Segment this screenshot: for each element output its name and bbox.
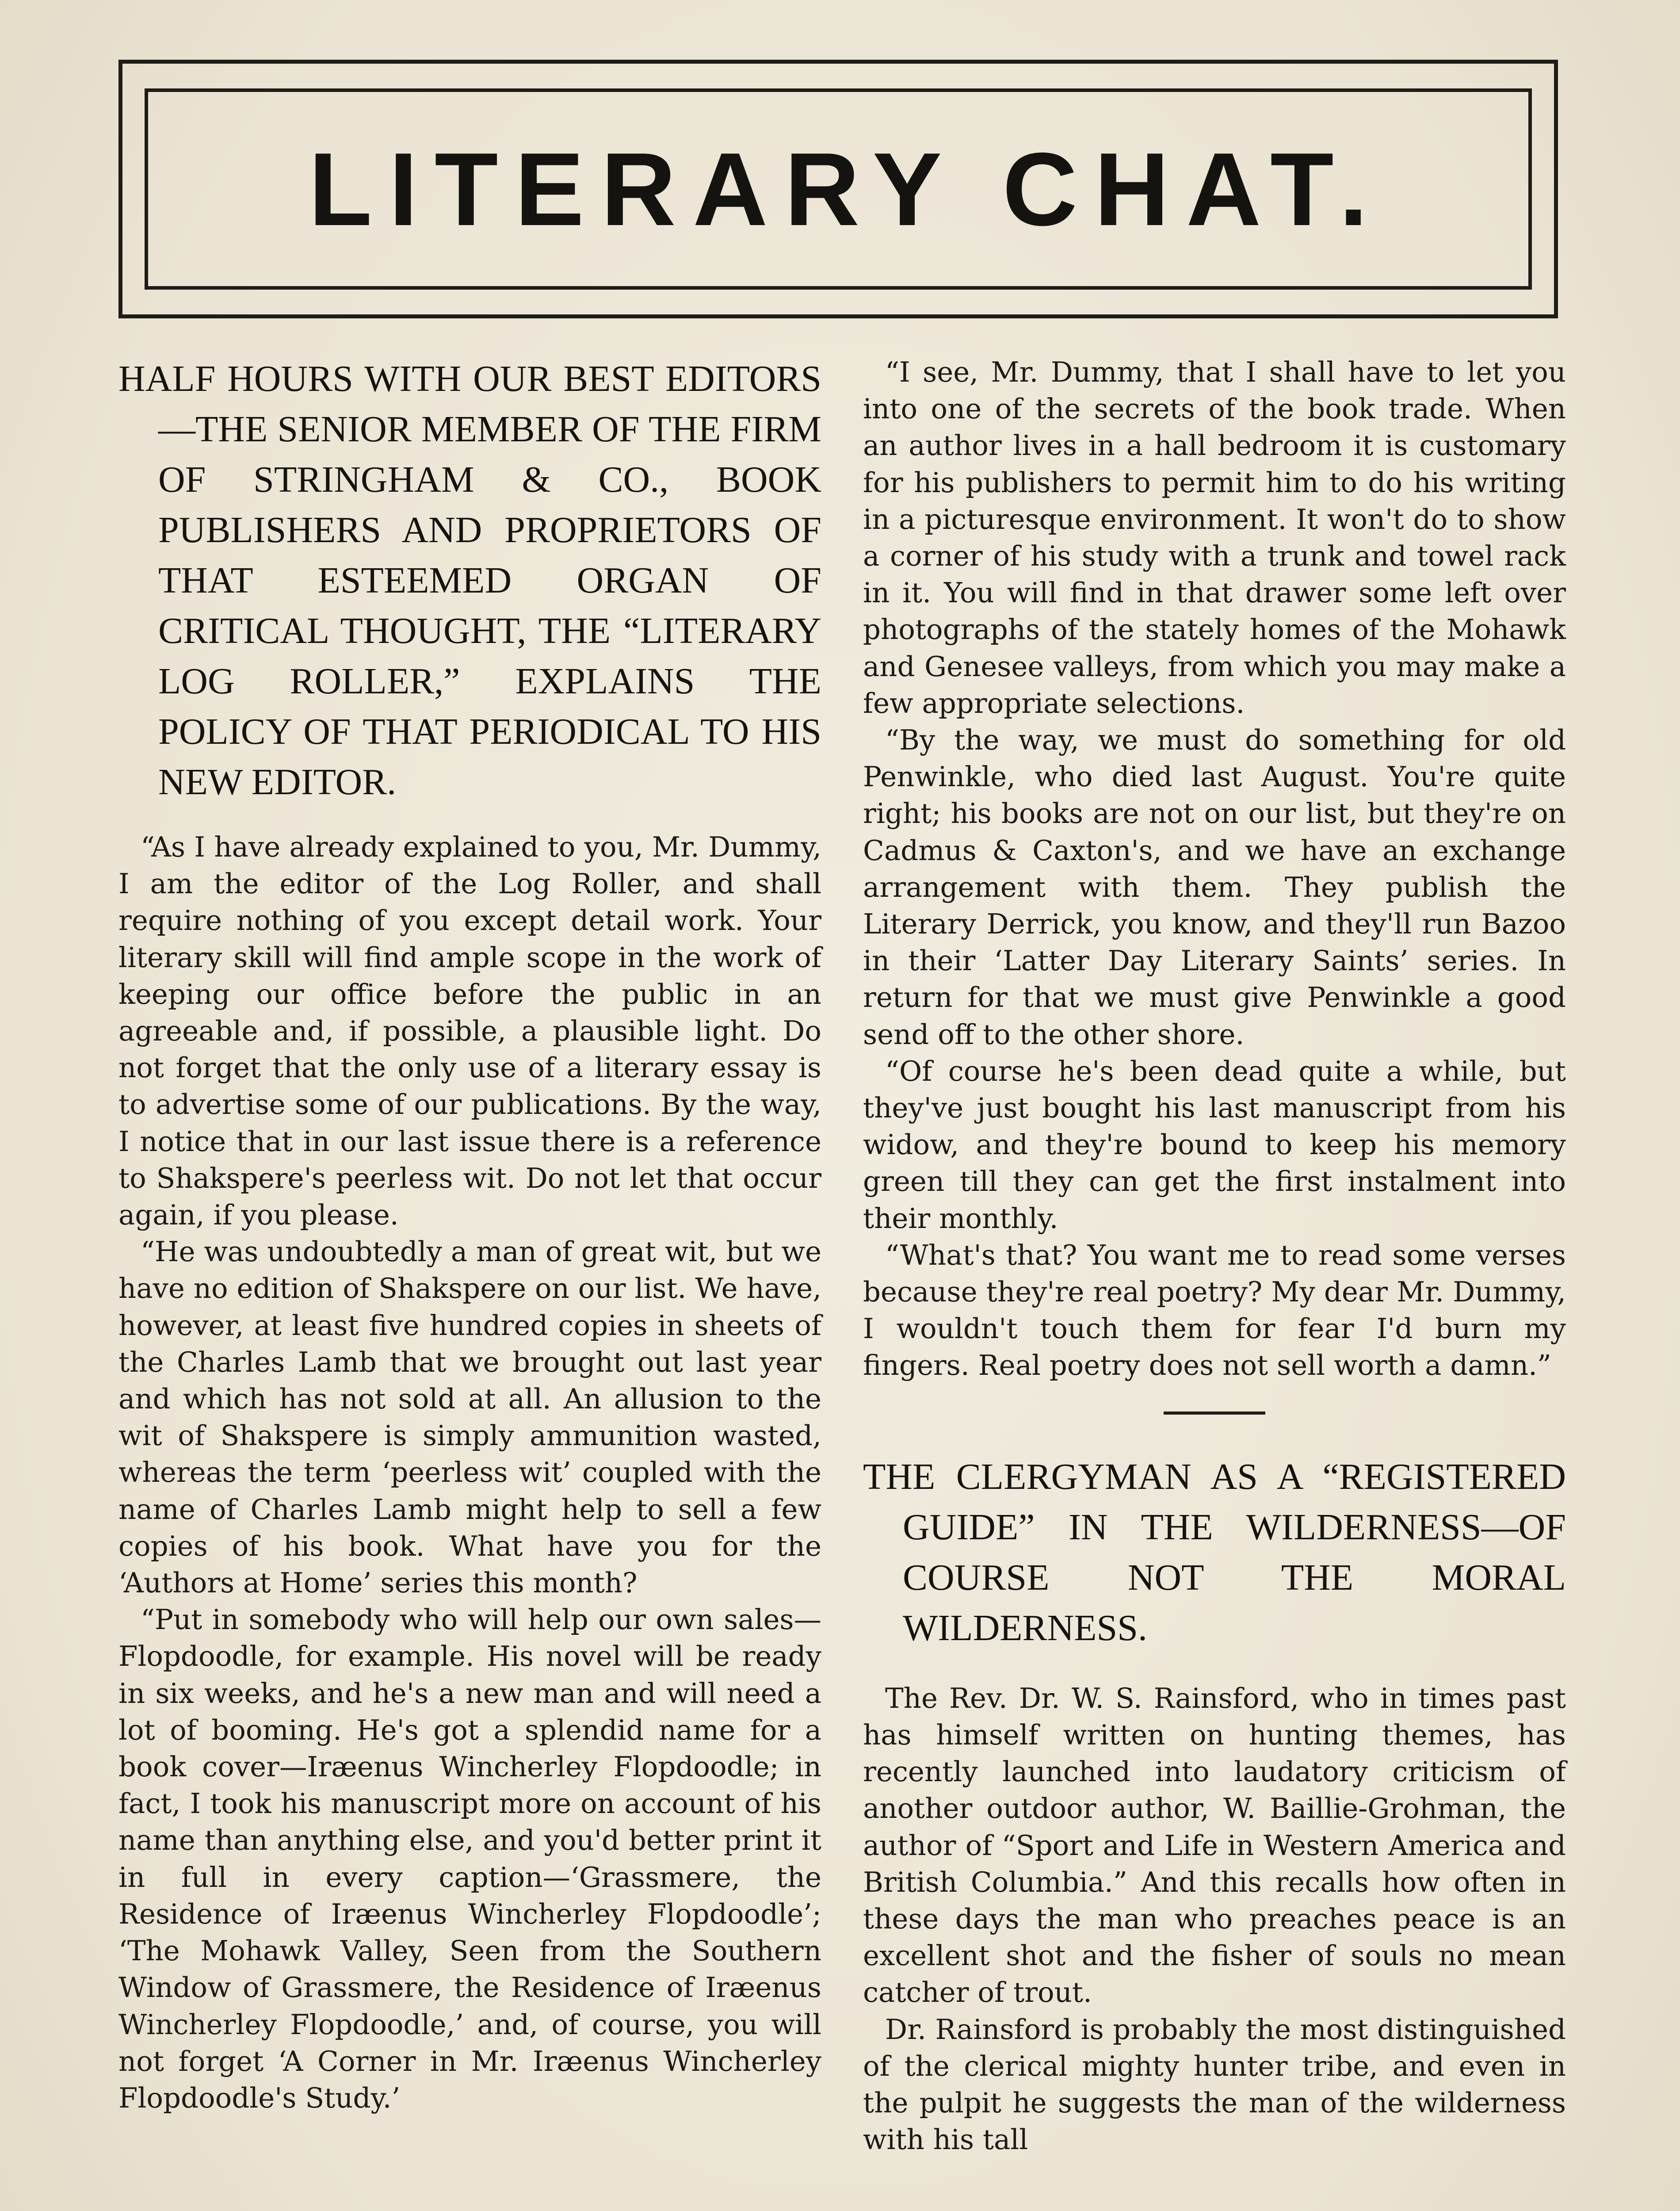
article-paragraph: “What's that? You want me to read some verses because they're real poetry? My dear Mr. Dummy, I wouldn't touch them for fear I'd burn my fingers. Real poetry does not sell worth a damn.” [863,1239,1566,1382]
right-column [863,354,1566,2158]
article-paragraph: The Rev. Dr. W. S. Rainsford, who in times past has himself written on hunting themes, has recently launched into laudatory criticism of another outdoor author, W. Baillie-Grohman, the author of “Sport and Life in Western America and British Columbia.” And this recalls how often in these days the man who preaches peace is an excellent shot and the fisher of souls no mean catcher of trout. [863,1682,1566,2009]
article-paragraph: “He was undoubtedly a man of great wit, but we have no edition of Shakspere on our list. We have, however, at least five hundred copies in sheets of the Charles Lamb that we brought out last year and which has not sold at all. An allusion to the wit of Shakspere is simply ammunition wasted, whereas the term ‘peerless wit’ coupled with the name of Charles Lamb might help to sell a few copies of his book. What have you for the ‘Authors at Home’ series this month? [118,1236,821,1599]
article-paragraph: “By the way, we must do something for old Penwinkle, who died last August. You're quite right; his books are not on our list, but they're on Cadmus & Caxton's, and we have an exchange arrangement with them. They publish the Literary Derrick, you know, and they'll run Bazoo in their ‘Latter Day Literary Saints’ series. In return for that we must give Penwinkle a good send off to the other shore. [863,724,1566,1051]
title-frame-inner [145,88,1532,290]
article-paragraph: “Put in somebody who will help our own sales—Flopdoodle, for example. His novel will be ready in six weeks, and he's a new man and will need a lot of booming. He's got a splendid name for a book cover—Iræenus Wincherley Flopdoodle; in fact, I took his manuscript more on account of his name than anything else, and you'd better print it in full in every caption—‘Grassmere, the Residence of Iræenus Wincherley Flopdoodle’; ‘The Mohawk Valley, Seen from the Southern Window of Grassmere, the Residence of Iræenus Wincherley Flopdoodle,’ and, of course, you will not forget ‘A Corner in Mr. Iræenus Wincherley Flopdoodle's Study.’ [118,1603,821,2114]
page-title: LITERARY CHAT. [309,131,1385,247]
article-paragraph: “As I have already explained to you, Mr. Dummy, I am the editor of the Log Roller, and shall require nothing of you except detail work. Your literary skill will find ample scope in the work of keeping our office before the public in an agreeable and, if possible, a plausible light. Do not forget that the only use of a literary essay is to advertise some of our publications. By the way, I notice that in our last issue there is a reference to Shakspere's peerless wit. Do not let that occur again, if you please. [118,831,821,1232]
article-headline: HALF HOURS WITH OUR BEST EDITORS—THE SENIOR MEMBER OF THE FIRM OF STRINGHAM & CO., BOOK PUBLISHERS AND PROPRIETORS OF THAT ESTEEMED ORGAN OF CRITICAL THOUGHT, THE “LITERARY LOG ROLLER,” EXPLAINS THE POLICY OF THAT PERIODICAL TO HIS NEW EDITOR. [118,358,821,803]
article-paragraph: Dr. Rainsford is probably the most distinguished of the clerical mighty hunter tribe, and even in the pulpit he suggests the man of the wilderness with his tall [863,2013,1566,2156]
left-column [118,354,821,2116]
article-headline: THE CLERGYMAN AS A “REGISTERED GUIDE” IN THE WILDERNESS—OF COURSE NOT THE MORAL WILDERNESS. [863,1456,1566,1649]
article-paragraph: “I see, Mr. Dummy, that I shall have to let you into one of the secrets of the book trade. When an author lives in a hall bedroom it is customary for his publishers to permit him to do his writing in a picturesque environment. It won't do to show a corner of his study with a trunk and towel rack in it. You will find in that drawer some left over photographs of the stately homes of the Mohawk and Genesee valleys, from which you may make a few appropriate selections. [863,356,1566,719]
section-divider [1164,1412,1265,1415]
article-paragraph: “Of course he's been dead quite a while, but they've just bought his last manuscript from his widow, and they're bound to keep his memory green till they can get the first instalment into their monthly. [863,1055,1566,1235]
